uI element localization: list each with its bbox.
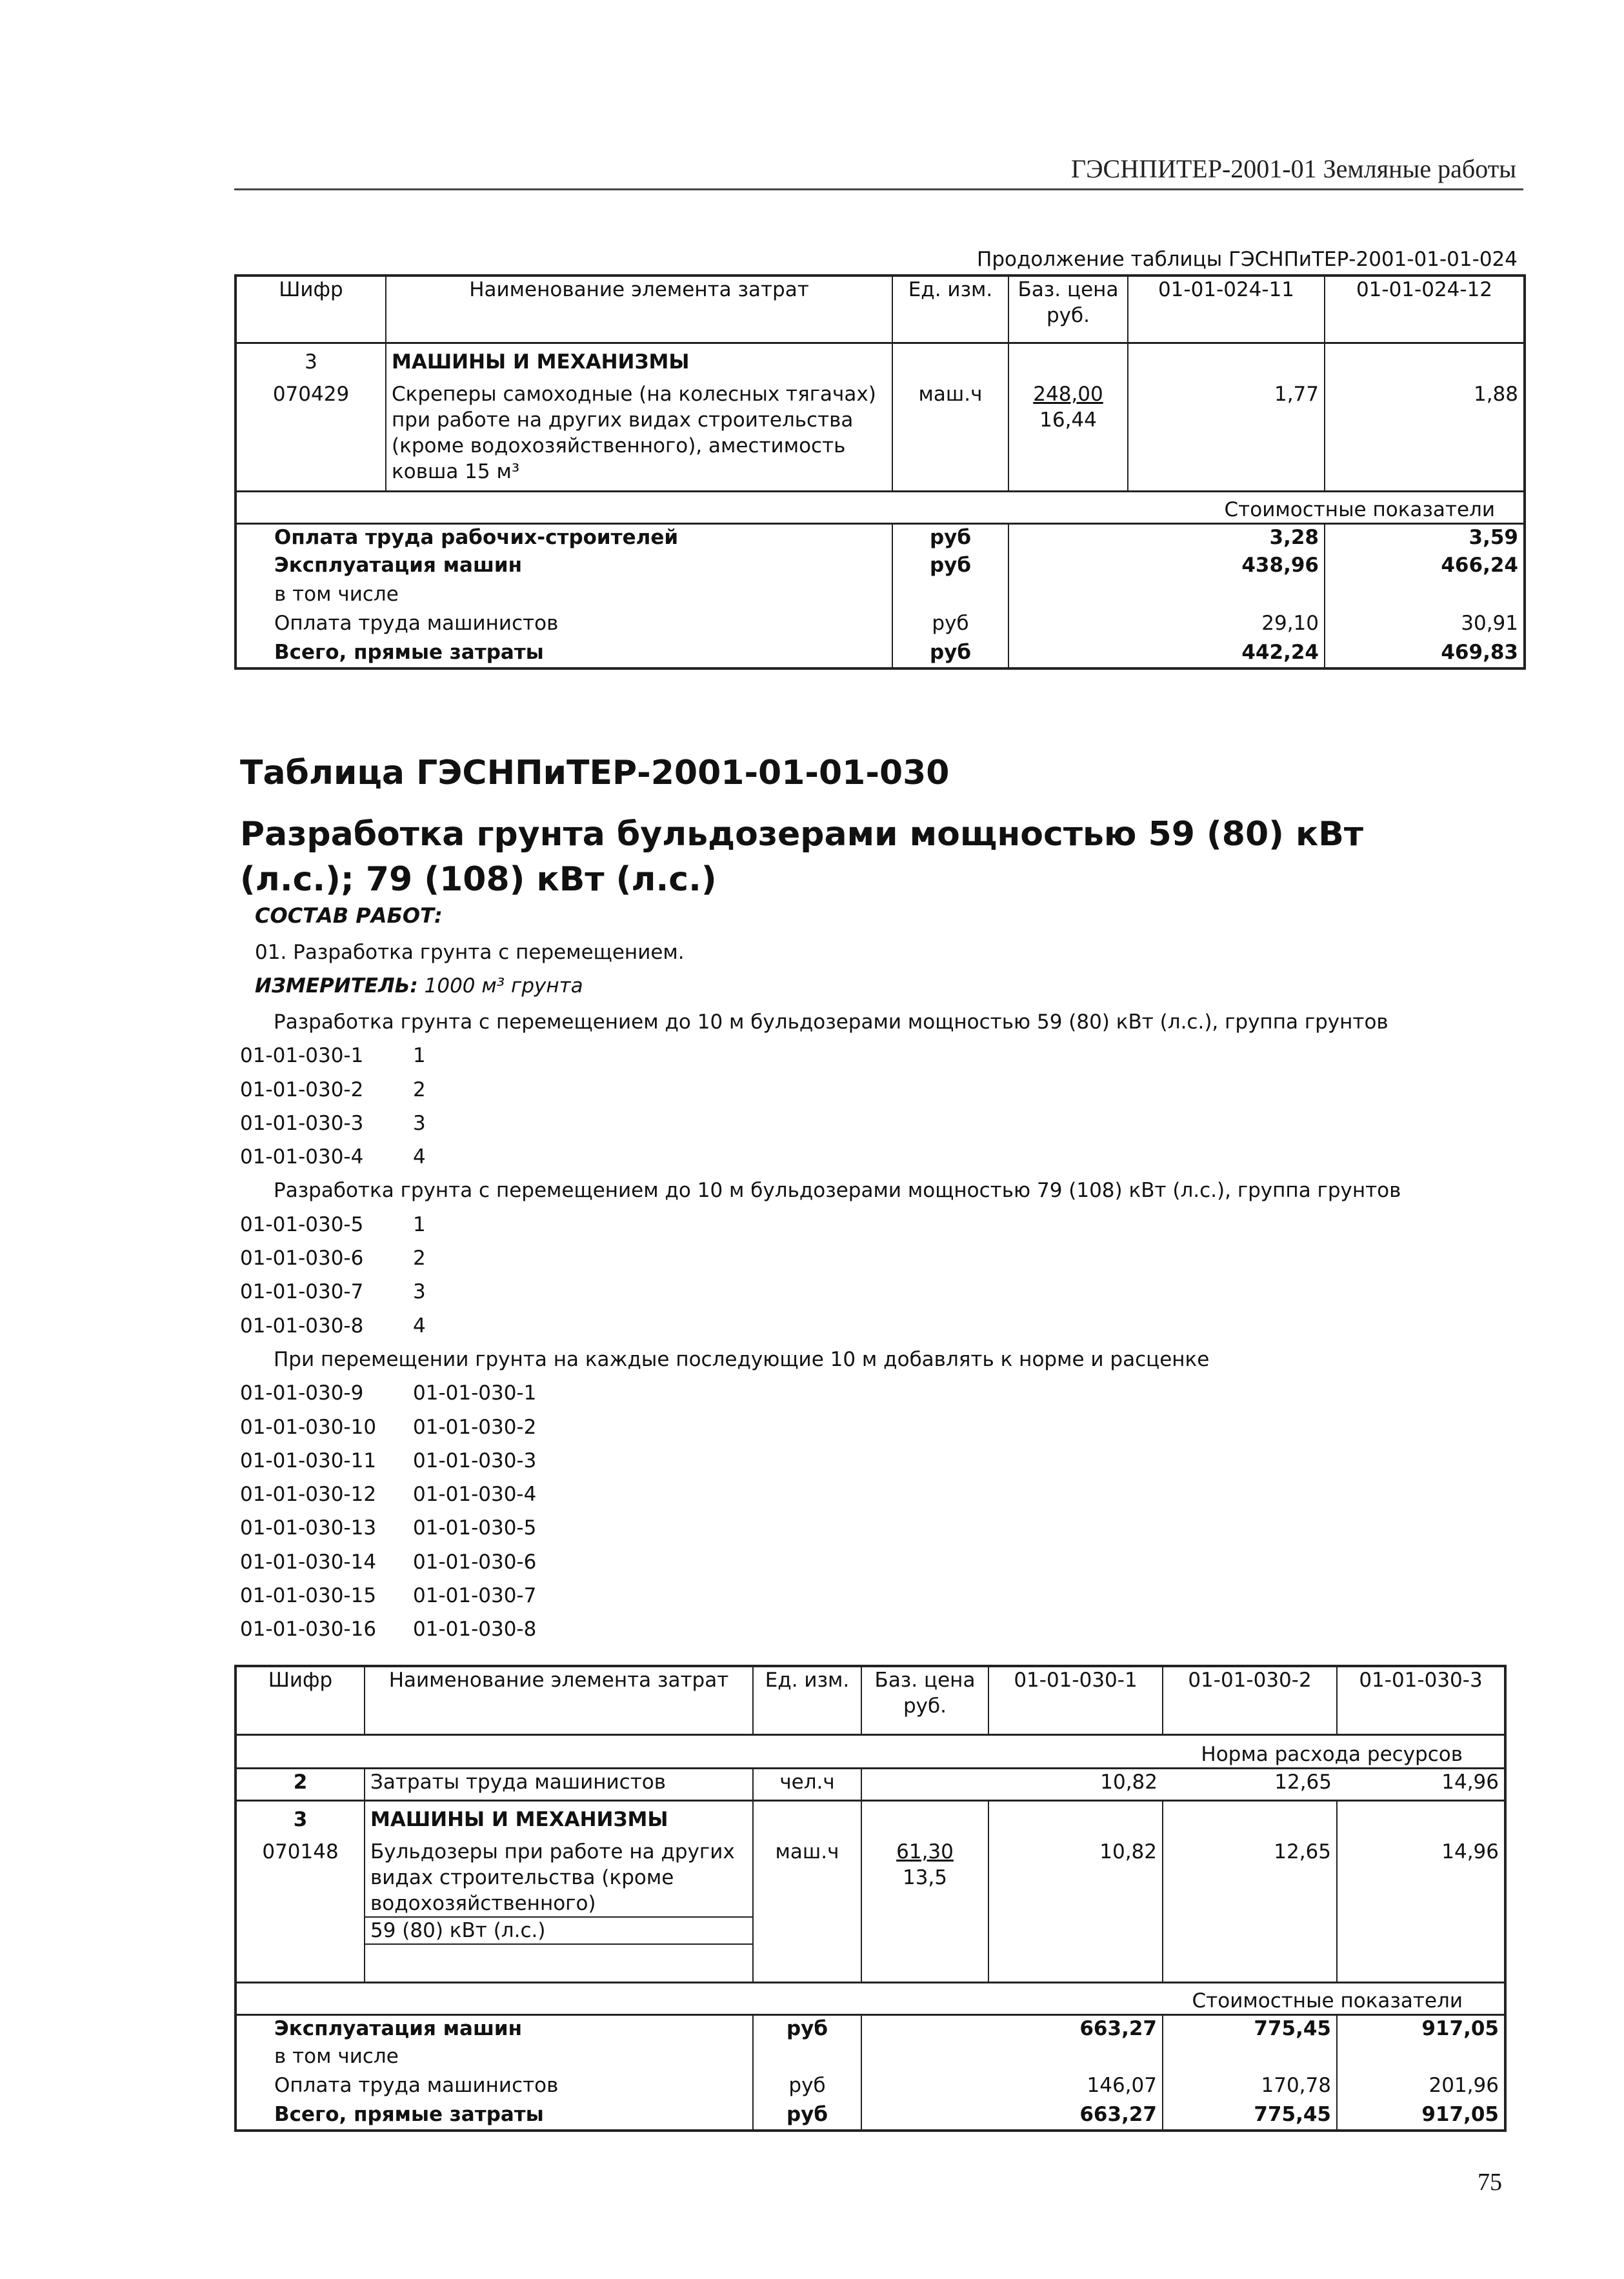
cost-row: Оплата труда машинистов руб 29,10 30,91 [236, 610, 1525, 639]
col-header-code-1: 01-01-030-1 [988, 1666, 1163, 1734]
list-item: 01-01-030-14 01-01-030-6 [240, 1550, 537, 1574]
machine-price: 61,30 13,5 [861, 1835, 988, 1982]
list-item: 01-01-030-2 2 [240, 1078, 426, 1101]
izmeritel-label: ИЗМЕРИТЕЛЬ: [255, 974, 418, 998]
list-item: 01-01-030-7 3 [240, 1280, 426, 1304]
machine-value-1: 10,82 [988, 1835, 1163, 1982]
cost-row: Всего, прямые затраты руб 663,27 775,45 917,05 [236, 2102, 1505, 2131]
labor-value-2: 12,65 [1274, 1770, 1332, 1794]
table-title: Таблица ГЭСНПиТЕР-2001-01-01-030 [240, 754, 950, 792]
col-header-code: Шифр [268, 1669, 333, 1692]
list-item: 01-01-030-12 01-01-030-4 [240, 1483, 537, 1507]
section-row [236, 343, 1525, 377]
machine-row [236, 377, 1525, 491]
labor-unit: чел.ч [753, 1768, 861, 1800]
header-rule [234, 188, 1523, 190]
machine-row [236, 1835, 1505, 1982]
machine-value-3: 14,96 [1337, 1835, 1505, 1982]
machine-price: 248,00 16,44 [1008, 377, 1128, 491]
list-item: 01-01-030-4 4 [240, 1145, 426, 1169]
operation-text: 01. Разработка грунта с перемещением. [255, 941, 685, 964]
machine-value-11: 1,77 [1128, 377, 1325, 491]
list-item: 01-01-030-5 1 [240, 1212, 426, 1236]
cost-header: Стоимостные показатели [1192, 1989, 1463, 2013]
section-code: 3 [293, 1807, 308, 1831]
table-subtitle: Разработка грунта бульдозерами мощностью 59 (80) кВт (л.с.); 79 (108) кВт (л.с.) [240, 815, 1364, 899]
section-name: МАШИНЫ И МЕХАНИЗМЫ [386, 343, 892, 377]
list-item: 01-01-030-3 3 [240, 1111, 426, 1135]
cost-header: Стоимостные показатели [1224, 497, 1495, 521]
section-name: МАШИНЫ И МЕХАНИЗМЫ [365, 1800, 753, 1835]
cost-row: в том числе [236, 581, 1525, 610]
machine-unit: маш.ч [753, 1835, 861, 1982]
labor-code: 2 [293, 1770, 308, 1794]
cost-row: Оплата труда рабочих-строителей руб 3,28 3,59 [236, 523, 1525, 552]
col-header-code-3: 01-01-030-3 [1337, 1666, 1505, 1734]
col-header-name: Наименование элемента затрат [365, 1666, 753, 1734]
list-item: 01-01-030-1 1 [240, 1044, 426, 1068]
izmeritel-value: 1000 м³ грунта [424, 974, 583, 998]
machine-name: Скреперы самоходные (на колесных тягачах) при работе на других видах строительства (кроме водохозяйственного), аместимость ковша 15 м³ [386, 377, 892, 491]
table-024 [234, 274, 1526, 670]
table-header-row [236, 1666, 1505, 1734]
norm-header-row [236, 1734, 1505, 1768]
norm-header: Норма расхода ресурсов [1201, 1742, 1463, 1766]
cost-row: в том числе [236, 2043, 1505, 2073]
cost-row: Всего, прямые затраты руб 442,24 469,83 [236, 639, 1525, 668]
machine-value-12: 1,88 [1325, 377, 1525, 491]
list-item: 01-01-030-16 01-01-030-8 [240, 1618, 537, 1641]
col-header-code: Шифр [279, 278, 343, 301]
machine-name: Бульдозеры при работе на других видах строительства (кроме водохозяйственного) 59 (80) кВт (л.с.) [365, 1835, 753, 1982]
labor-name: Затраты труда машинистов [365, 1768, 753, 1800]
section-row [236, 1800, 1505, 1835]
col-header-name: Наименование элемента затрат [386, 276, 892, 343]
continuation-caption: Продолжение таблицы ГЭСНПиТЕР-2001-01-01-024 [977, 248, 1518, 271]
list-item: 01-01-030-10 01-01-030-2 [240, 1415, 537, 1439]
labor-row [236, 1768, 1505, 1800]
col-header-price: Баз. цена руб. [1008, 276, 1128, 343]
machine-value-2: 12,65 [1163, 1835, 1337, 1982]
list-item: 01-01-030-11 01-01-030-3 [240, 1449, 537, 1472]
col-header-code-2: 01-01-030-2 [1163, 1666, 1337, 1734]
page-number: 75 [1478, 2169, 1502, 2196]
group-heading: Разработка грунта с перемещением до 10 м бульдозерами мощностью 59 (80) кВт (л.с.), группа грунтов [274, 1010, 1388, 1034]
cost-header-row [236, 491, 1525, 523]
col-header-unit: Ед. изм. [892, 276, 1008, 343]
machine-unit: маш.ч [892, 377, 1008, 491]
section-code: 3 [305, 350, 317, 374]
group-heading: При перемещении грунта на каждые последующие 10 м добавлять к норме и расценке [274, 1347, 1210, 1371]
cost-header-row [236, 1982, 1505, 2014]
sostav-label: СОСТАВ РАБОТ: [255, 903, 443, 928]
machine-code: 070429 [272, 383, 350, 406]
list-item: 01-01-030-13 01-01-030-5 [240, 1516, 537, 1540]
col-header-code-11: 01-01-024-11 [1128, 276, 1325, 343]
list-item: 01-01-030-8 4 [240, 1314, 426, 1338]
running-header: ГЭСНПИТЕР-2001-01 Земляные работы [1071, 154, 1517, 183]
list-item: 01-01-030-9 01-01-030-1 [240, 1381, 537, 1405]
col-header-code-12: 01-01-024-12 [1325, 276, 1525, 343]
machine-code: 070148 [262, 1840, 339, 1863]
cost-row: Эксплуатация машин руб 438,96 466,24 [236, 552, 1525, 581]
table-header-row [236, 276, 1525, 343]
cost-row: Эксплуатация машин руб 663,27 775,45 917,05 [236, 2014, 1505, 2043]
table-030 [234, 1665, 1507, 2132]
labor-value-3: 14,96 [1441, 1770, 1499, 1794]
codes-list [240, 1005, 1401, 1647]
list-item: 01-01-030-6 2 [240, 1247, 426, 1270]
group-heading: Разработка грунта с перемещением до 10 м бульдозерами мощностью 79 (108) кВт (л.с.), группа грунтов [274, 1179, 1401, 1203]
col-header-unit: Ед. изм. [753, 1666, 861, 1734]
izmeritel [255, 974, 583, 998]
labor-value-1: 10,82 [1100, 1770, 1158, 1794]
col-header-price: Баз. цена руб. [861, 1666, 988, 1734]
cost-row: Оплата труда машинистов руб 146,07 170,78 201,96 [236, 2073, 1505, 2102]
list-item: 01-01-030-15 01-01-030-7 [240, 1584, 537, 1608]
